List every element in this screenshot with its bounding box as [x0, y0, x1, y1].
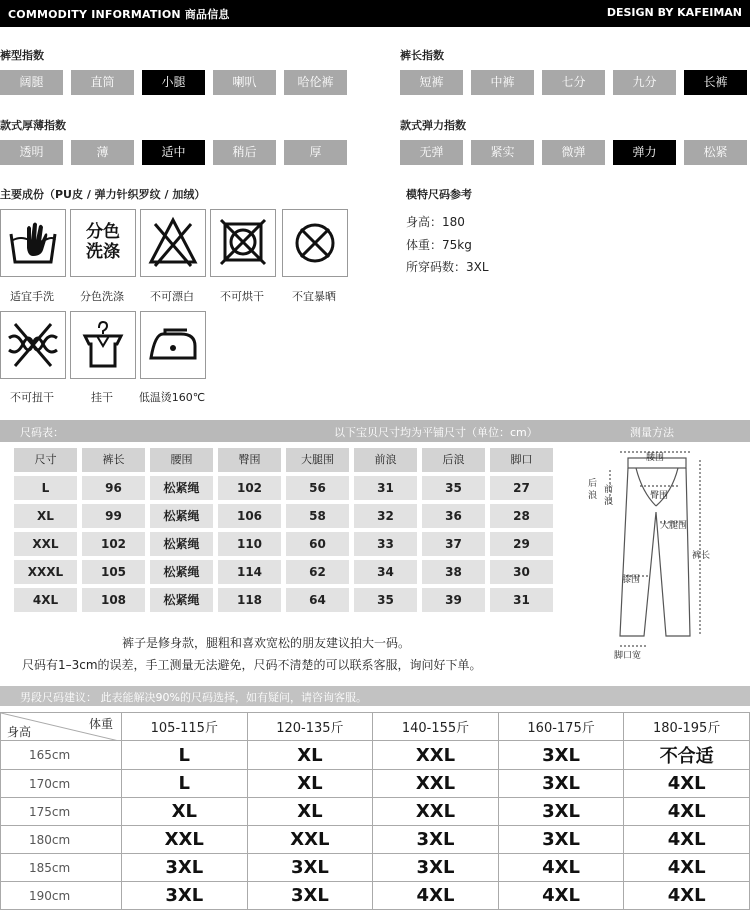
size-cell: XXXL	[14, 560, 77, 584]
recommend-size-cell: 不合适	[624, 741, 750, 770]
diagram-hip-label: 臀围	[650, 491, 669, 501]
index-option: 哈伦裤	[284, 70, 347, 95]
index-option: 小腿	[142, 70, 205, 95]
height-cell: 165cm	[1, 741, 122, 770]
thickness-title: 款式厚薄指数	[0, 119, 66, 132]
recommend-size-cell: 3XL	[247, 854, 373, 882]
size-cell: 松紧绳	[150, 476, 213, 500]
recommend-size-cell: 3XL	[373, 854, 499, 882]
size-cell: 99	[82, 504, 145, 528]
size-cell: 32	[354, 504, 417, 528]
size-cell: 33	[354, 532, 417, 556]
recommend-size-cell: 4XL	[624, 882, 750, 910]
size-cell: 37	[422, 532, 485, 556]
size-cell: 108	[82, 588, 145, 612]
weight-header: 120-135斤	[247, 713, 373, 741]
index-option: 微弹	[542, 140, 605, 165]
height-cell: 170cm	[1, 770, 122, 798]
diagram-back-rise-label: 后	[588, 479, 598, 489]
recommend-size-cell: XXL	[122, 826, 248, 854]
recommend-size-cell: L	[122, 741, 248, 770]
recommend-size-cell: 3XL	[122, 854, 248, 882]
table-row	[1, 854, 750, 882]
no-sun-dry-icon	[282, 209, 348, 277]
table-corner: 体重 身高	[1, 713, 122, 741]
model-title: 模特尺码参考	[406, 188, 472, 201]
weight-header: 140-155斤	[373, 713, 499, 741]
index-option: 长裤	[684, 70, 747, 95]
recommend-size-cell: 4XL	[624, 854, 750, 882]
recommend-size-cell: XXL	[373, 770, 499, 798]
size-col-header: 大腿围	[286, 448, 349, 472]
index-option: 薄	[71, 140, 134, 165]
recommend-size-cell: 3XL	[122, 882, 248, 910]
no-wring-icon	[0, 311, 66, 379]
pants-type-title: 裤型指数	[0, 49, 44, 62]
size-cell: 27	[490, 476, 553, 500]
size-cell: 松紧绳	[150, 588, 213, 612]
size-cell: 29	[490, 532, 553, 556]
size-cell: 110	[218, 532, 281, 556]
recommend-size-cell: 3XL	[498, 826, 624, 854]
size-chart-label: 尺码表：	[20, 426, 64, 439]
index-option: 透明	[0, 140, 63, 165]
fit-note: 裤子是修身款，腿粗和喜欢宽松的朋友建议拍大一码。	[122, 636, 411, 650]
recommend-note: 男段尺码建议： 此表能解决90%的尺码选择，如有疑问，请咨询客服。	[20, 691, 367, 704]
weight-header: 180-195斤	[624, 713, 750, 741]
recommend-size-cell: 4XL	[624, 826, 750, 854]
recommend-size-cell: 3XL	[498, 770, 624, 798]
table-row	[1, 741, 750, 770]
svg-text:浪: 浪	[604, 497, 614, 507]
recommend-size-cell: XL	[247, 741, 373, 770]
elasticity-title: 款式弹力指数	[400, 119, 466, 132]
design-by-label: DESIGN BY KAFEIMAN	[606, 6, 742, 19]
size-cell: 35	[354, 588, 417, 612]
size-col-header: 腰围	[150, 448, 213, 472]
index-option: 松紧	[684, 140, 747, 165]
measure-method-label: 测量方法	[630, 426, 674, 439]
recommend-size-cell: XL	[122, 798, 248, 826]
size-cell: L	[14, 476, 77, 500]
care-label: 适宜手洗	[10, 290, 54, 303]
care-label: 不可漂白	[150, 290, 194, 303]
diagram-knee-label: 膝围	[622, 575, 641, 585]
height-cell: 190cm	[1, 882, 122, 910]
size-cell: 松紧绳	[150, 504, 213, 528]
index-option: 中裤	[471, 70, 534, 95]
recommend-size-cell: XXL	[247, 826, 373, 854]
recommend-size-cell: 3XL	[498, 741, 624, 770]
size-cell: 39	[422, 588, 485, 612]
index-option: 厚	[284, 140, 347, 165]
size-cell: 105	[82, 560, 145, 584]
size-cell: 松紧绳	[150, 560, 213, 584]
recommend-bar	[0, 686, 750, 706]
pants-measure-diagram	[580, 446, 750, 664]
size-cell: XXL	[14, 532, 77, 556]
index-option: 弹力	[613, 140, 676, 165]
materials-title: 主要成份（PU皮 / 弹力针织罗纹 / 加绒）	[0, 188, 206, 201]
size-cell: 114	[218, 560, 281, 584]
care-label: 不宜暴晒	[292, 290, 336, 303]
table-row	[1, 826, 750, 854]
height-cell: 180cm	[1, 826, 122, 854]
size-cell: 62	[286, 560, 349, 584]
error-note: 尺码有1–3cm的误差，手工测量无法避免，尺码不清楚的可以联系客服，询问好下单。	[22, 658, 482, 672]
model-size: 所穿码数：3XL	[406, 260, 489, 274]
size-cell: 31	[354, 476, 417, 500]
recommend-size-cell: L	[122, 770, 248, 798]
size-cell: 102	[218, 476, 281, 500]
size-cell: 28	[490, 504, 553, 528]
size-cell: 松紧绳	[150, 532, 213, 556]
table-row	[1, 770, 750, 798]
index-option: 九分	[613, 70, 676, 95]
recommend-size-cell: 3XL	[498, 798, 624, 826]
recommend-size-cell: XL	[247, 798, 373, 826]
pants-length-title: 裤长指数	[400, 49, 444, 62]
weight-header: 160-175斤	[498, 713, 624, 741]
recommend-size-cell: XXL	[373, 741, 499, 770]
recommend-size-cell: XXL	[373, 798, 499, 826]
size-cell: 106	[218, 504, 281, 528]
height-cell: 185cm	[1, 854, 122, 882]
no-tumble-dry-icon	[210, 209, 276, 277]
recommend-size-cell: 3XL	[247, 882, 373, 910]
index-option: 阔腿	[0, 70, 63, 95]
diagram-length-label: 裤长	[692, 551, 711, 561]
size-cell: 35	[422, 476, 485, 500]
index-option: 紧实	[471, 140, 534, 165]
size-cell: 118	[218, 588, 281, 612]
index-option: 喇叭	[213, 70, 276, 95]
height-cell: 175cm	[1, 798, 122, 826]
low-iron-icon	[140, 311, 206, 379]
size-col-header: 脚口	[490, 448, 553, 472]
table-row	[1, 882, 750, 910]
care-label: 不可烘干	[220, 290, 264, 303]
size-cell: 31	[490, 588, 553, 612]
index-option: 稍后	[213, 140, 276, 165]
diagram-front-rise-label: 前	[604, 485, 614, 495]
size-cell: 30	[490, 560, 553, 584]
size-cell: 36	[422, 504, 485, 528]
size-cell: 102	[82, 532, 145, 556]
wash-separately-icon: 分色 洗涤	[70, 209, 136, 277]
size-col-header: 尺寸	[14, 448, 77, 472]
commodity-info-title: COMMODITY INFORMATION 商品信息	[8, 8, 230, 21]
recommend-size-cell: 4XL	[498, 854, 624, 882]
diagram-hem-label: 脚口宽	[614, 651, 642, 661]
size-unit-note: 以下宝贝尺寸均为平铺尺寸（单位：cm）	[334, 426, 538, 439]
size-chart-bar	[0, 420, 750, 442]
top-banner	[0, 0, 750, 27]
size-cell: 58	[286, 504, 349, 528]
care-label: 挂干	[91, 391, 113, 404]
care-label: 分色洗涤	[80, 290, 124, 303]
care-label: 不可扭干	[10, 391, 54, 404]
diagram-thigh-label: 大腿围	[660, 521, 688, 531]
recommend-size-cell: 3XL	[373, 826, 499, 854]
svg-text:浪: 浪	[588, 491, 598, 501]
size-col-header: 裤长	[82, 448, 145, 472]
hang-dry-icon	[70, 311, 136, 379]
care-label: 低温烫160℃	[138, 391, 206, 404]
size-cell: 60	[286, 532, 349, 556]
size-cell: 34	[354, 560, 417, 584]
index-option: 直筒	[71, 70, 134, 95]
recommend-table	[0, 712, 750, 910]
size-cell: XL	[14, 504, 77, 528]
size-col-header: 臀围	[218, 448, 281, 472]
size-cell: 56	[286, 476, 349, 500]
recommend-size-cell: 4XL	[624, 798, 750, 826]
size-cell: 4XL	[14, 588, 77, 612]
size-col-header: 前浪	[354, 448, 417, 472]
recommend-size-cell: 4XL	[624, 770, 750, 798]
model-height: 身高：180	[406, 215, 465, 229]
weight-header: 105-115斤	[122, 713, 248, 741]
no-bleach-icon	[140, 209, 206, 277]
index-option: 无弹	[400, 140, 463, 165]
index-option: 适中	[142, 140, 205, 165]
index-option: 短裤	[400, 70, 463, 95]
size-cell: 38	[422, 560, 485, 584]
index-option: 七分	[542, 70, 605, 95]
table-row	[1, 798, 750, 826]
recommend-size-cell: 4XL	[373, 882, 499, 910]
model-weight: 体重：75kg	[406, 238, 472, 252]
recommend-size-cell: XL	[247, 770, 373, 798]
size-cell: 96	[82, 476, 145, 500]
hand-wash-icon	[0, 209, 66, 277]
size-col-header: 后浪	[422, 448, 485, 472]
diagram-waist-label: 腰围	[646, 453, 665, 463]
size-cell: 64	[286, 588, 349, 612]
recommend-size-cell: 4XL	[498, 882, 624, 910]
